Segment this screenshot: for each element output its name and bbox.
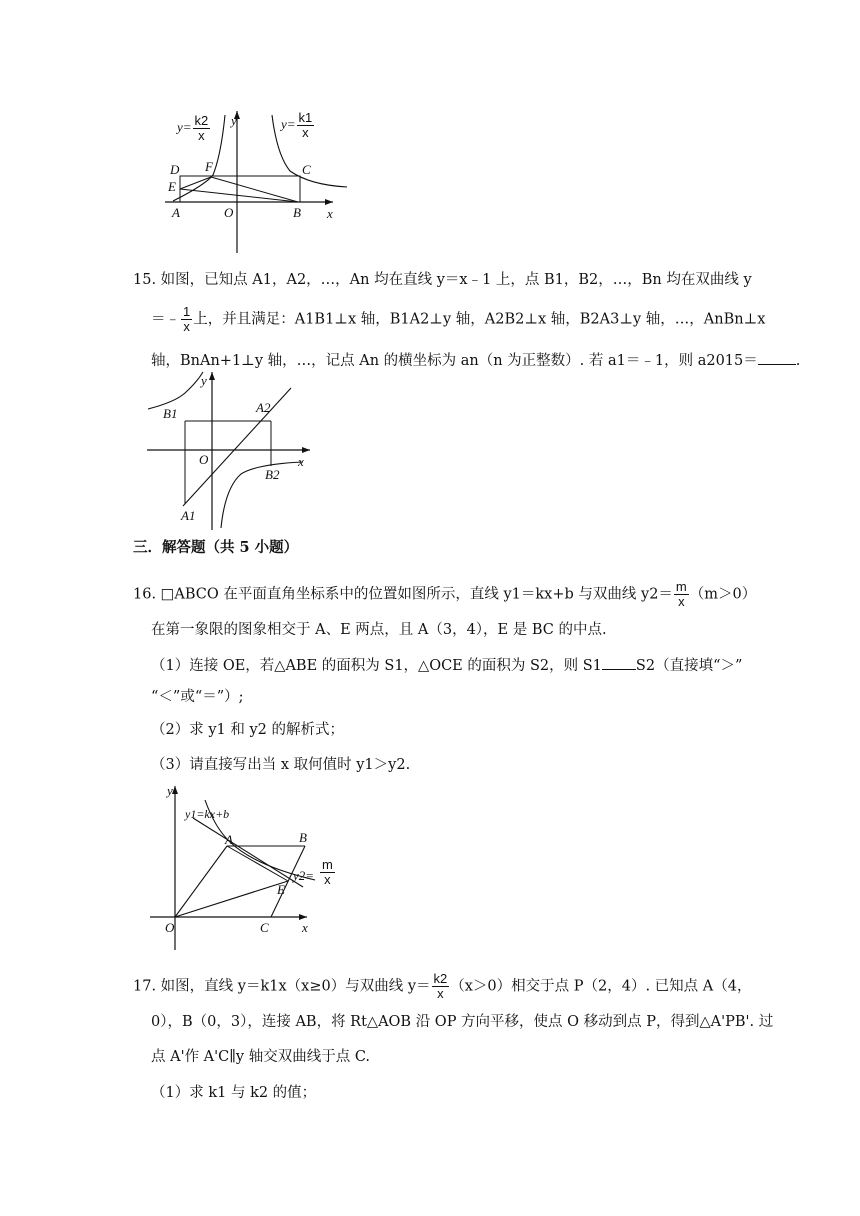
fig15-point-b2: B2 [265, 467, 280, 482]
fig14-y-label: y [231, 113, 237, 128]
section-3-title: 三．解答题（共 5 小题） [133, 539, 299, 556]
fig14-point-c: C [302, 162, 311, 177]
q16-line-1: 16. □ABCO 在平面直角坐标系中的位置如图所示，直线 y1＝kx+b 与双曲线 y2＝ $\frac{m}{x}$ （m＞0） [133, 579, 757, 609]
q15-line-2: ＝﹣ $\frac{1}{x}$ 上，并且满足：A1B1⊥x 轴，B1A2⊥y 轴，A2B2⊥x 轴，B2A3⊥y 轴，…，AnBn⊥x [151, 304, 766, 334]
q17-line-1: 17. 如图，直线 y＝k1x（x≥0）与双曲线 y＝ $\frac{k2}{x}$ （x＞0）相交于点 P（2，4）. 已知点 A（4， [133, 971, 752, 1001]
figure-q14 [165, 105, 365, 255]
q17-line-3: 点 A'作 A'C∥y 轴交双曲线于点 C. [151, 1049, 371, 1065]
q15-answer-blank[interactable] [758, 350, 796, 365]
q17-line-2: 0），B（0，3），连接 AB，将 Rt△AOB 沿 OP 方向平移，使点 O 移动到点 P，得到△A'PB'. 过 [151, 1014, 774, 1030]
figure-q16 [145, 780, 345, 955]
fig15-y-label: y [201, 373, 207, 388]
q17-fraction: $\frac{k2}{x}$ [433, 971, 448, 1001]
q16-part-2: （2）求 y1 和 y2 的解析式； [151, 722, 344, 738]
q16-fraction: $\frac{m}{x}$ [675, 579, 687, 609]
q16-answer-blank[interactable] [602, 655, 636, 670]
fig14-point-a: A [172, 205, 180, 220]
fig16-point-b: B [299, 830, 307, 845]
fig16-curve-fraction: $\frac{m}{x}$ [322, 857, 333, 887]
fig15-point-b1: B1 [163, 406, 178, 421]
q17-part-1: （1）求 k1 与 k2 的值； [151, 1085, 317, 1101]
fig16-curve-equation: y2= [293, 868, 315, 883]
q16-part-1: （1）连接 OE，若△ABE 的面积为 S1，△OCE 的面积为 S2，则 S1 S2（直接填“＞” [151, 655, 742, 676]
fig14-right-equation: y= $\frac{k1}{x}$ [281, 110, 313, 140]
fig15-point-a1: A1 [181, 508, 196, 523]
fig16-point-c: C [260, 920, 269, 935]
figure-q15 [145, 368, 315, 533]
q15-line-3: 轴，BnAn+1⊥y 轴，…，记点 An 的横坐标为 an（n 为正整数）. 若 a1＝﹣1，则 a2015＝ . [151, 350, 800, 371]
fig14-left-equation: y= $\frac{k2}{x}$ [177, 113, 209, 143]
fig16-line-equation: y1=kx+b [185, 807, 230, 821]
q15-line-1: 15. 如图，已知点 A1，A2，…，An 均在直线 y＝x﹣1 上，点 B1，B2，…，Bn 均在双曲线 y [133, 272, 752, 288]
fig15-origin: O [199, 452, 209, 467]
fig14-origin: O [224, 205, 234, 220]
q16-line-2: 在第一象限的图象相交于 A、E 两点，且 A（3，4），E 是 BC 的中点. [151, 622, 607, 638]
q15-fraction: $\frac{1}{x}$ [183, 304, 191, 334]
q16-part-1-cont: “＜”或“＝”）; [151, 689, 244, 705]
fig15-point-a2: A2 [256, 400, 271, 415]
fig16-x-label: x [302, 920, 308, 935]
fig16-y-label: y [167, 783, 173, 798]
fig14-x-label: x [327, 206, 333, 221]
fig14-point-f: F [205, 159, 213, 174]
fig16-point-a: A [225, 832, 233, 847]
q16-part-3: （3）请直接写出当 x 取何值时 y1＞y2. [151, 757, 411, 773]
fig15-x-label: x [298, 454, 304, 469]
fig16-origin: O [165, 920, 175, 935]
fig14-point-e: E [168, 179, 176, 194]
fig14-point-d: D [170, 162, 180, 177]
fig14-point-b: B [293, 205, 301, 220]
fig16-point-e: E [277, 882, 285, 897]
